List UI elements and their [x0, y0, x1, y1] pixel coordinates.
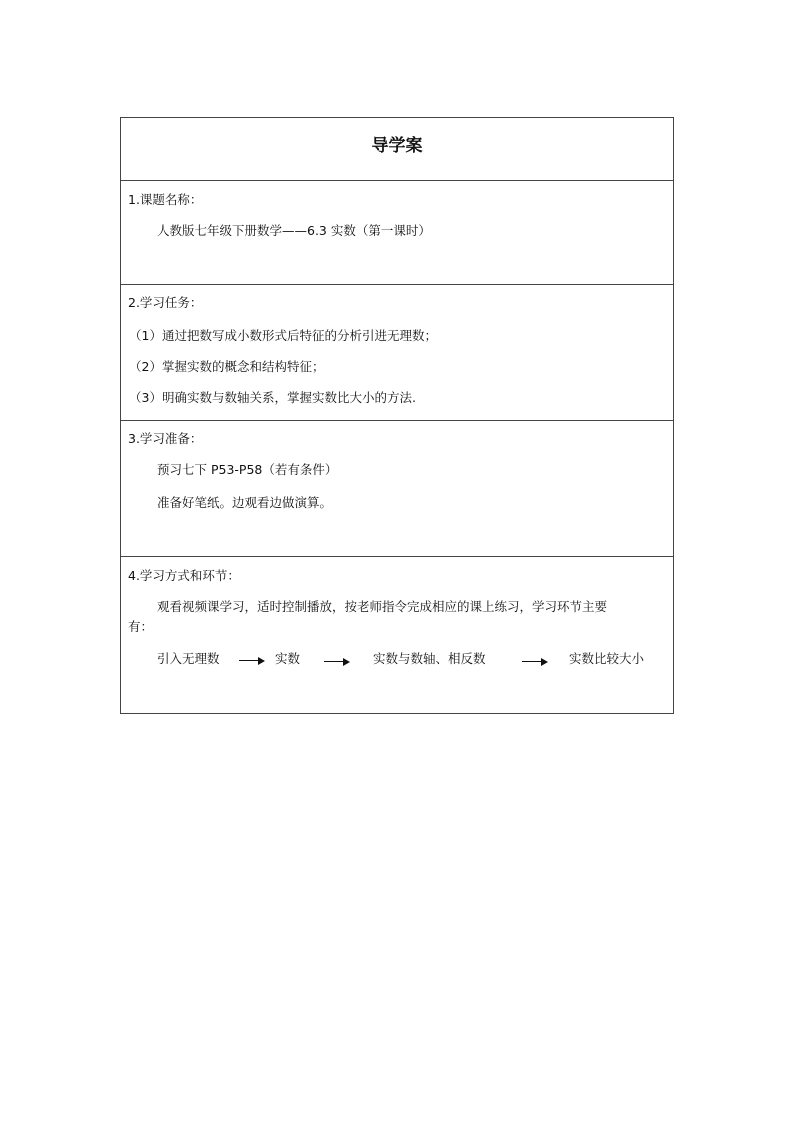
arrow-right-icon — [522, 661, 542, 662]
prep-line: 预习七下 P53-P58（若有条件） — [157, 462, 338, 477]
section-label: 3.学习准备： — [128, 431, 203, 446]
arrow-right-icon — [324, 661, 344, 662]
arrow-right-icon — [239, 660, 259, 661]
section-method — [121, 556, 673, 714]
section-label: 2.学习任务： — [128, 295, 203, 310]
document-title: 导学案 — [371, 136, 423, 156]
task-item: （1）通过把数写成小数形式后特征的分析引进无理数； — [129, 328, 437, 343]
section-label: 4.学习方式和环节： — [128, 568, 240, 583]
task-item: （3）明确实数与数轴关系，掌握实数比大小的方法. — [129, 390, 416, 405]
flow-step: 引入无理数 — [157, 651, 220, 666]
method-paragraph: 观看视频课学习，适时控制播放，按老师指令完成相应的课上练习，学习环节主要 — [157, 599, 608, 614]
flow-step: 实数比较大小 — [569, 651, 645, 666]
flow-step: 实数 — [275, 651, 301, 666]
section-topic — [121, 180, 673, 285]
section-preparation — [121, 420, 673, 557]
topic-name: 人教版七年级下册数学——6.3 实数（第一课时） — [157, 223, 431, 238]
section-tasks — [121, 284, 673, 421]
section-label: 1.课题名称： — [128, 192, 203, 207]
guide-table — [120, 117, 674, 714]
prep-line: 准备好笔纸。边观看边做演算。 — [157, 495, 333, 510]
flow-step: 实数与数轴、相反数 — [373, 651, 486, 666]
task-item: （2）掌握实数的概念和结构特征； — [129, 359, 325, 374]
method-paragraph-cont: 有： — [128, 619, 154, 634]
